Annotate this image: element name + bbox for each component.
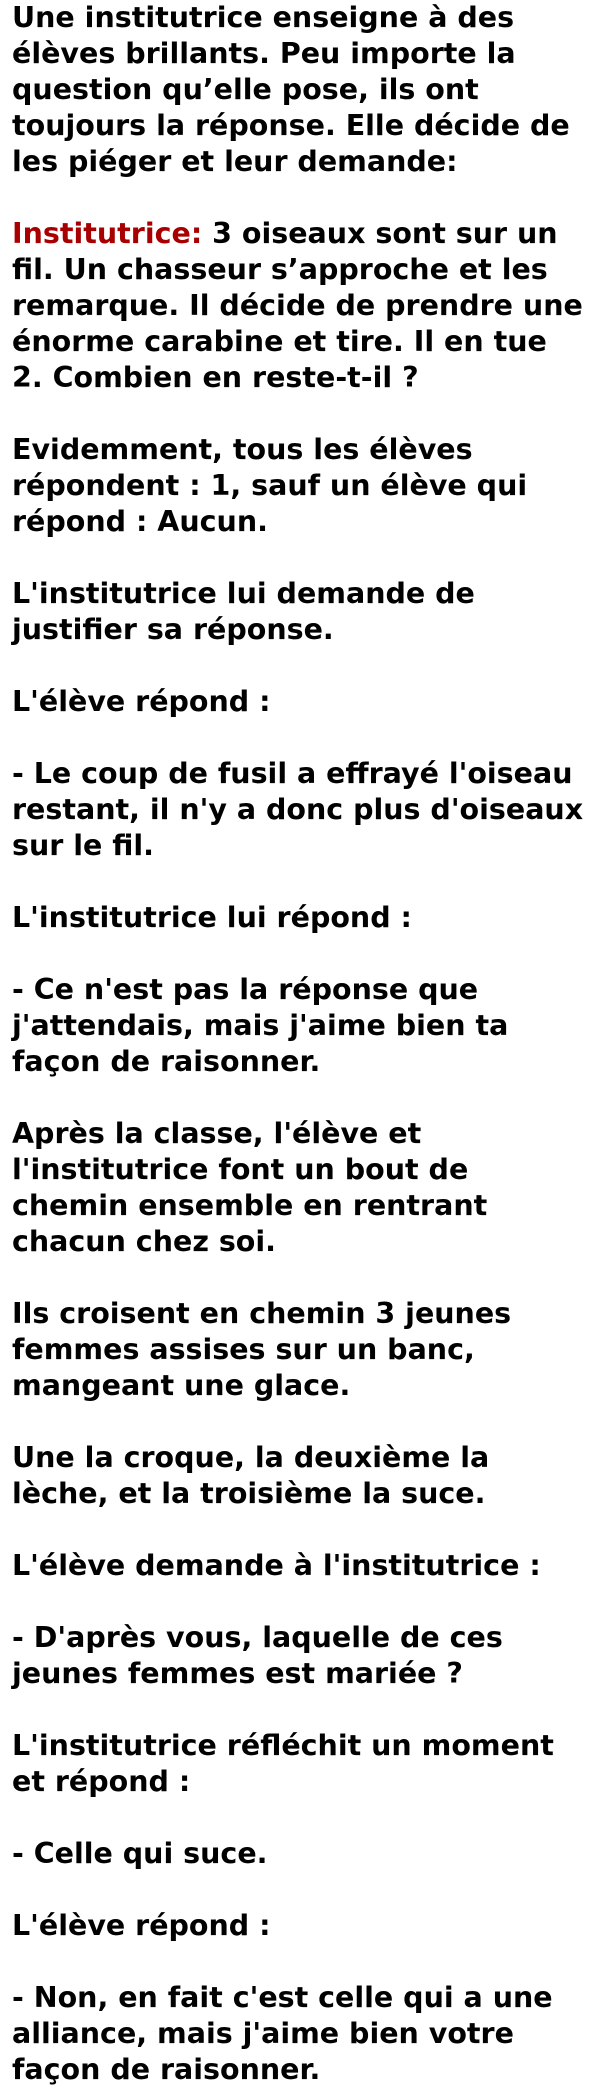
text-line: L'élève répond : <box>12 685 271 718</box>
text-line: Une la croque, la deuxième la <box>12 1441 490 1474</box>
text-line: 2. Combien en reste-t-il ? <box>12 361 419 394</box>
text-line: Après la classe, l'élève et <box>12 1117 422 1150</box>
text-line: chemin ensemble en rentrant <box>12 1189 488 1222</box>
text-line: L'élève demande à l'institutrice : <box>12 1549 541 1582</box>
text-line: répond : Aucun. <box>12 505 268 538</box>
text-line: les piéger et leur demande: <box>12 145 458 178</box>
text-line: Ils croisent en chemin 3 jeunes <box>12 1297 512 1330</box>
text-line: lèche, et la troisième la suce. <box>12 1477 486 1510</box>
text-line: L'institutrice réfléchit un moment <box>12 1729 554 1762</box>
text-line: fil. Un chasseur s’approche et les <box>12 253 548 286</box>
speaker-label: Institutrice: <box>12 217 203 250</box>
text-fragment: 3 oiseaux sont sur un <box>202 217 558 250</box>
text-line: toujours la réponse. Elle décide de <box>12 109 570 142</box>
text-line: j'attendais, mais j'aime bien ta <box>12 1009 509 1042</box>
text-line: L'institutrice lui demande de <box>12 577 475 610</box>
text-line: l'institutrice font un bout de <box>12 1153 469 1186</box>
text-line: - D'après vous, laquelle de ces <box>12 1621 503 1654</box>
text-line: façon de raisonner. <box>12 2053 321 2086</box>
text-line: Evidemment, tous les élèves <box>12 433 473 466</box>
text-line: mangeant une glace. <box>12 1369 351 1402</box>
text-line: - Ce n'est pas la réponse que <box>12 973 479 1006</box>
text-line: énorme carabine et tire. Il en tue <box>12 325 547 358</box>
text-line: remarque. Il décide de prendre une <box>12 289 583 322</box>
text-line: répondent : 1, sauf un élève qui <box>12 469 528 502</box>
text-line: alliance, mais j'aime bien votre <box>12 2017 514 2050</box>
text-line: - Celle qui suce. <box>12 1837 268 1870</box>
text-line: chacun chez soi. <box>12 1225 276 1258</box>
text-line: Une institutrice enseigne à des <box>12 1 515 34</box>
text-line: femmes assises sur un banc, <box>12 1333 475 1366</box>
text-line: et répond : <box>12 1765 191 1798</box>
text-line: question qu’elle pose, ils ont <box>12 73 479 106</box>
text-line: - Non, en fait c'est celle qui a une <box>12 1981 553 2014</box>
text-line: restant, il n'y a donc plus d'oiseaux <box>12 793 584 826</box>
text-line: L'institutrice lui répond : <box>12 901 412 934</box>
text-line <box>12 216 558 252</box>
text-line: jeunes femmes est mariée ? <box>12 1657 463 1690</box>
text-line: sur le fil. <box>12 829 154 862</box>
text-line: - Le coup de fusil a effrayé l'oiseau <box>12 757 573 790</box>
text-line: façon de raisonner. <box>12 1045 321 1078</box>
text-line: justifier sa réponse. <box>12 613 334 646</box>
text-line: élèves brillants. Peu importe la <box>12 37 516 70</box>
text-line: L'élève répond : <box>12 1909 271 1942</box>
